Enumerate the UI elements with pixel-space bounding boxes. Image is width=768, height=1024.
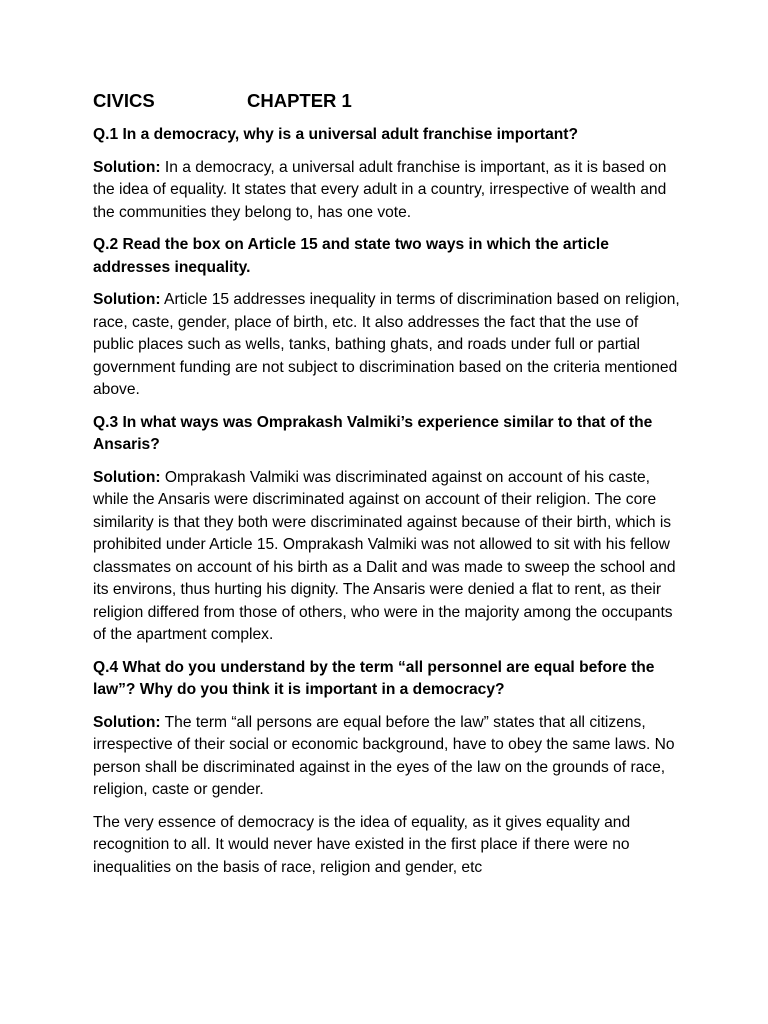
document-page	[93, 88, 683, 889]
subject-title: CIVICS	[93, 90, 155, 111]
answer-text: In a democracy, a universal adult franchise is important, as it is based on the idea of equality. It states that every adult in a country, irrespective of wealth and the communities they belong to, has one vote.	[93, 158, 667, 221]
answer-text: The term “all persons are equal before the law” states that all citizens, irrespective of their social or economic background, have to obey the same laws. No person shall be discriminated against in the eyes of the law on the grounds of race, religion, caste or gender.	[93, 713, 675, 798]
solution-label: Solution:	[93, 468, 161, 486]
question-2: Q.2 Read the box on Article 15 and state two ways in which the article addresses inequality.	[93, 236, 609, 276]
question-4: Q.4 What do you understand by the term “all personnel are equal before the law”? Why do you think it is important in a democracy?	[93, 658, 655, 698]
document-header	[93, 88, 683, 114]
solution-label: Solution:	[93, 713, 161, 731]
chapter-title: CHAPTER 1	[247, 90, 352, 111]
solution-label: Solution:	[93, 158, 161, 176]
answer-4	[93, 712, 683, 802]
closing-paragraph: The very essence of democracy is the idea of equality, as it gives equality and recognition to all. It would never have existed in the first place if there were no inequalities on the basis of race, religion and gender, etc	[93, 813, 631, 876]
question-1: Q.1 In a democracy, why is a universal adult franchise important?	[93, 126, 578, 143]
answer-text: Omprakash Valmiki was discriminated against on account of his caste, while the Ansaris were discriminated against on account of their religion. The core similarity is that they both were discriminated against because of their birth, which is prohibited under Article 15. Omprakash Valmiki was not allowed to sit with his fellow classmates on account of his birth as a Dalit and was made to sweep the school and its environs, thus hurting his dignity. The Ansaris were denied a flat to rent, as their religion differed from those of others, who were in the majority among the occupants of the apartment complex.	[93, 468, 676, 643]
solution-label: Solution:	[93, 291, 161, 308]
answer-1	[93, 157, 683, 225]
question-3: Q.3 In what ways was Omprakash Valmiki’s experience similar to that of the Ansaris?	[93, 413, 653, 453]
answer-text: Article 15 addresses inequality in terms of discrimination based on religion, race, caste, gender, place of birth, etc. It also addresses the fact that the use of public places such as wells, tanks, bathing ghats, and roads under full or partial government funding are not subject to discrimination based on the criteria mentioned above.	[93, 291, 680, 398]
answer-2	[93, 289, 683, 402]
answer-3	[93, 467, 683, 647]
